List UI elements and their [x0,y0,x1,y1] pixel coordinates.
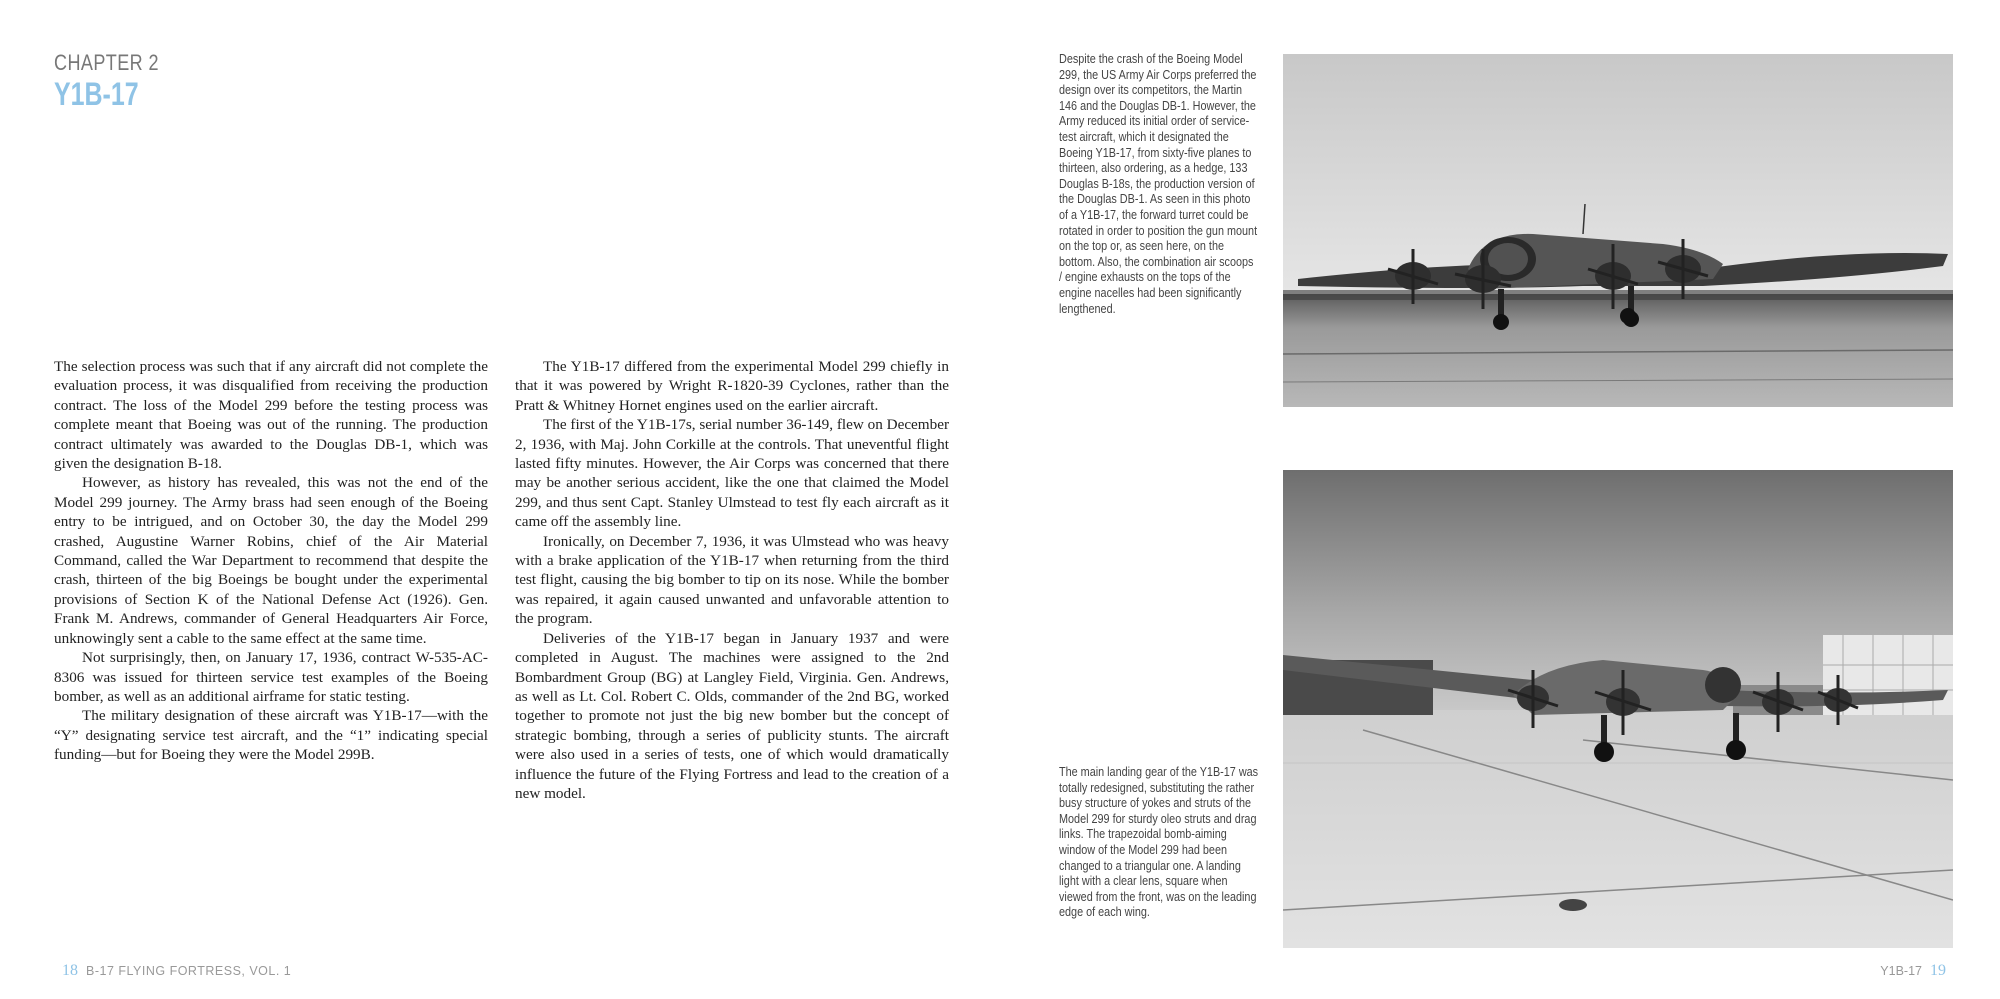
paragraph: Deliveries of the Y1B-17 began in January 1937 and were completed in August. The machines were assigned to the 2nd Bombardment Group (BG) at Langley Field, Virginia. Gen. Andrews, as well as Lt. Col. Robert C. Olds, commander of the 2nd BG, worked together to promote not just the big new bomber but the concept of strategic bombing, through a series of publicity stunts. The aircraft were also used in a series of tests, one of which would dramatically influence the future of the Flying Fortress and lead to the creation of a new model. [515,629,949,802]
running-title-left: B-17 FLYING FORTRESS, VOL. 1 [86,964,292,978]
page-number-right: 19 [1930,962,1946,979]
photo-caption-bottom: The main landing gear of the Y1B-17 was totally redesigned, substituting the rather busy structure of yokes and struts of the Model 299 for sturdy oleo struts and drag links. The trapezoidal bomb-aiming window of the Model 299 had been changed to a triangular one. A landing light with a clear lens, square when viewed from the front, was on the leading edge of each wing. [1059,765,1259,920]
footer-left [62,962,291,980]
chapter-title: Y1B-17 [54,76,139,112]
paragraph: However, as history has revealed, this was not the end of the Model 299 journey. The Army brass had seen enough of the Boeing entry to be intrigued, and on October 30, the day the Model 299 crashed, Augustine Warner Robins, chief of the Air Material Command, called the War Department to recommend that despite the crash, thirteen of the big Boeings be bought under the experimental provisions of Section K of the National Defense Act (1926). Gen. Frank M. Andrews, commander of General Headquarters Air Force, unknowingly sent a cable to the same effect at the same time. [54,474,488,647]
page-number-left: 18 [62,962,78,979]
footer-right [1880,962,1946,980]
bomber-photo-front-view [1283,54,1953,407]
right-text-column [515,357,949,803]
paragraph: Ironically, on December 7, 1936, it was Ulmstead who was heavy with a brake application of the Y1B-17 when returning from the third test flight, causing the big bomber to tip on its nose. While the bomber was repaired, it again caused unwanted and unfavorable attention to the program. [515,532,949,628]
bomber-photo-side-view [1283,470,1953,948]
paragraph: The military designation of these aircraft was Y1B-17—with the “Y” designating service test aircraft, and the “1” indicating special funding—but for Boeing they were the Model 299B. [54,707,488,764]
photo-caption-top: Despite the crash of the Boeing Model 299, the US Army Air Corps preferred the design over its competitors, the Martin 146 and the Douglas DB-1. However, the Army reduced its initial order of service-test aircraft, which it designated the Boeing Y1B-17, from sixty-five planes to thirteen, also ordering, as a hedge, 133 Douglas B-18s, the production version of the Douglas DB-1. As seen in this photo of a Y1B-17, the forward turret could be rotated in order to position the gun mount on the top or, as seen here, on the bottom. Also, the combination air scoops / engine exhausts on the tops of the engine nacelles had been significantly lengthened. [1059,52,1258,316]
paragraph: The Y1B-17 differed from the experimental Model 299 chiefly in that it was powered by Wright R-1820-39 Cyclones, rather than the Pratt & Whitney Hornet engines used on the earlier aircraft. [515,358,949,414]
paragraph: Not surprisingly, then, on January 17, 1936, contract W-535-AC-8306 was issued for thirteen service test examples of the Boeing bomber, as well as an additional airframe for static testing. [54,649,488,705]
running-title-right: Y1B-17 [1880,964,1922,978]
paragraph: The selection process was such that if any aircraft did not complete the evaluation process, it was disqualified from receiving the production contract. The loss of the Model 299 before the testing process was complete meant that Boeing was out of the running. The production contract ultimately was awarded to the Douglas DB-1, which was given the designation B-18. [54,358,488,473]
chapter-label: CHAPTER 2 [54,50,159,75]
paragraph: The first of the Y1B-17s, serial number 36-149, flew on December 2, 1936, with Maj. John Corkille at the controls. That uneventful flight lasted fifty minutes. However, the Air Corps was concerned that there may be another serious accident, like the one that claimed the Model 299, and thus sent Capt. Stanley Ulmstead to test fly each aircraft as it came off the assembly line. [515,416,950,531]
left-text-column [54,357,488,765]
